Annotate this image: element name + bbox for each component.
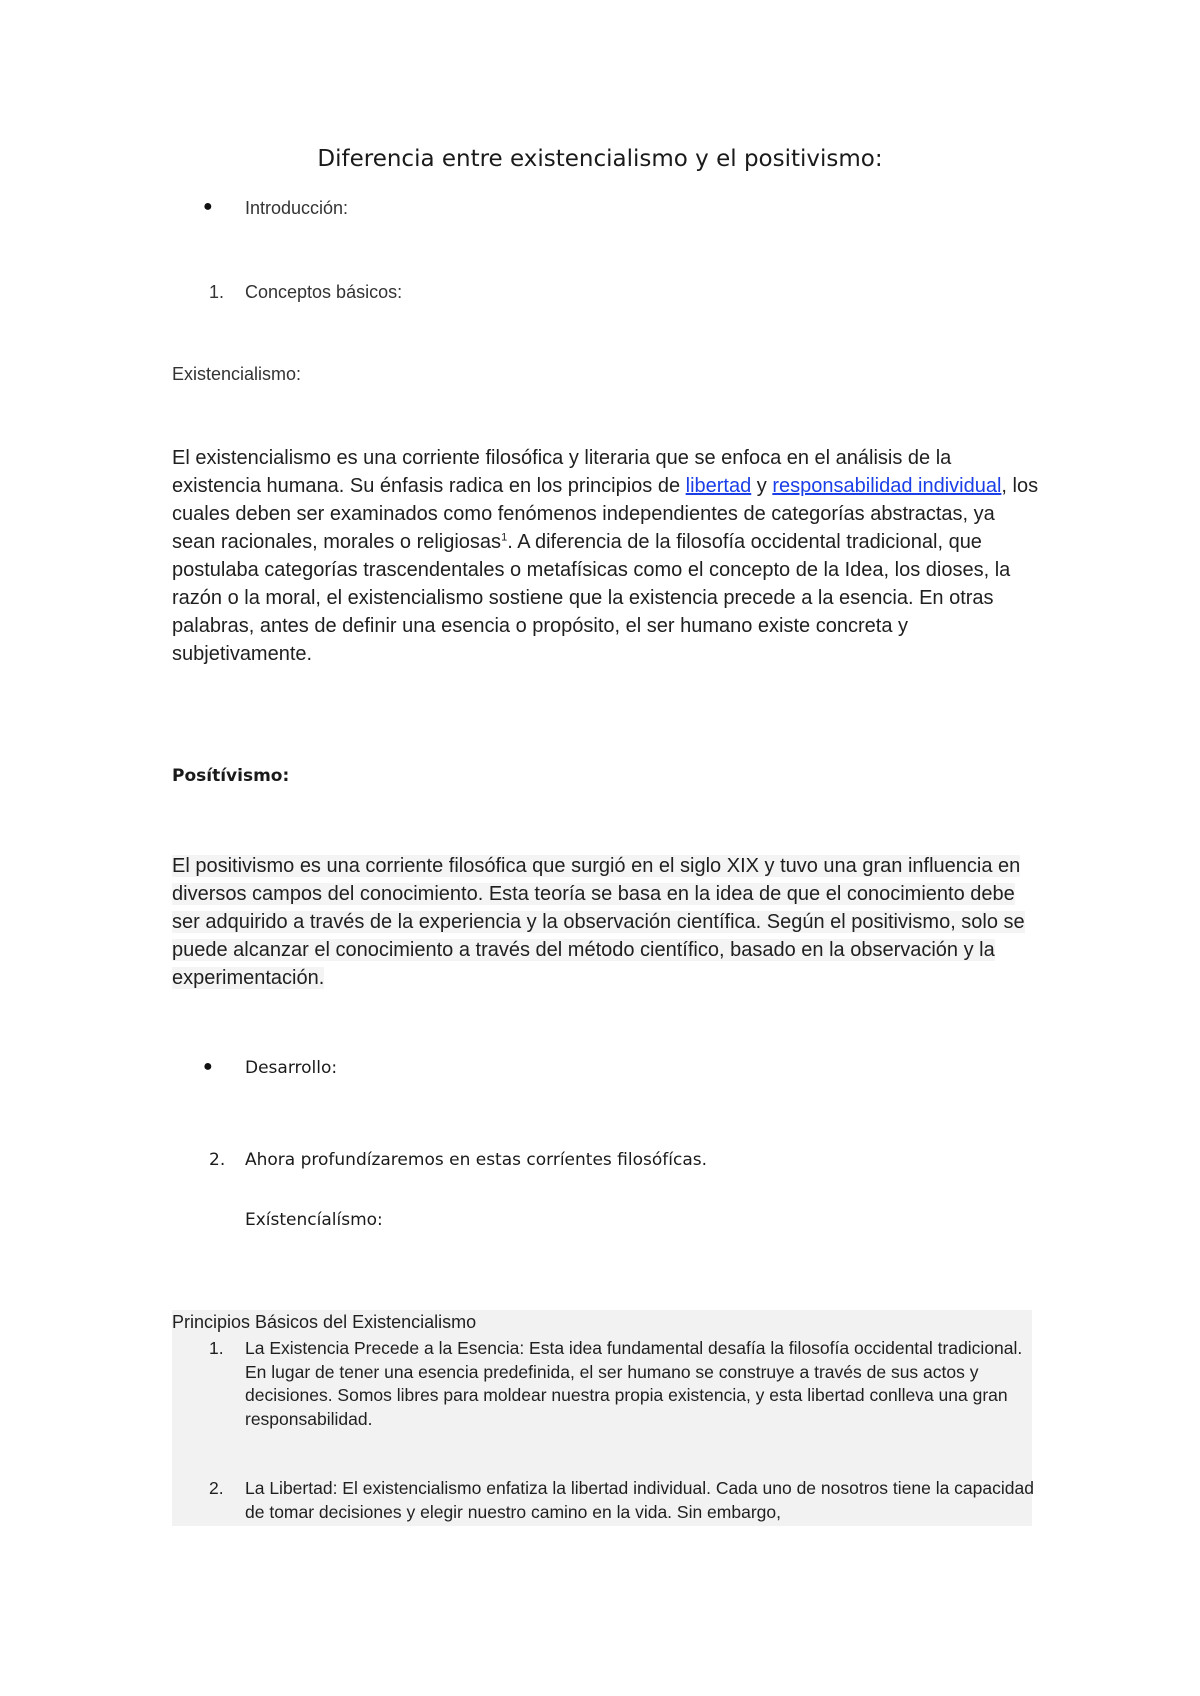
principios-heading: Principios Básicos del Existencialismo bbox=[172, 1312, 477, 1332]
libertad-link[interactable]: libertad bbox=[685, 475, 752, 497]
item2-label: Ahora profundízaremos en estas corríentes filosófícas. bbox=[245, 1150, 707, 1170]
conceptos-label: Conceptos básicos: bbox=[245, 282, 403, 302]
bullet-icon: ● bbox=[203, 198, 213, 215]
paragraph-text: El existencialismo es una corriente filosófica y literaria que se enfoca en el análisis de la existencia humana. Su énfasis radica en los principios de bbox=[172, 447, 952, 497]
list-number: 1. bbox=[209, 1338, 224, 1358]
principio-item bbox=[209, 1337, 1039, 1431]
responsabilidad-individual-link[interactable]: responsabilidad individual bbox=[772, 475, 1002, 497]
positivismo-heading: Posítívismo: bbox=[172, 766, 290, 786]
intro-bullet-label: Introducción: bbox=[245, 198, 349, 218]
paragraph-text: , los cuales deben ser examinados como fenómenos independientes de categorías abstractas, ya sean racionales, morales o religiosas bbox=[172, 475, 1039, 553]
paragraph-text: El positivismo es una corriente filosófica que surgió en el siglo XIX y tuvo una gran influencia en diversos campos del conocimiento. Esta teoría se basa en la idea de que el conocimiento debe ser adquirido a través de la experiencia y la observación científica. Según el positivismo, solo se puede alcanzar el conocimiento a través del método científico, basado en la observación y la experimentación. bbox=[172, 855, 1025, 989]
bullet-icon: ● bbox=[203, 1058, 213, 1075]
principio-text: La Libertad: El existencialismo enfatiza la libertad individual. Cada uno de nosotros tiene la capacidad de tomar decisiones y elegir nuestro camino en la vida. Sin embargo, bbox=[245, 1478, 1034, 1522]
paragraph-text: . A diferencia de la filosofía occidental tradicional, que postulaba categorías trascendentales o metafísicas como el concepto de la Idea, los dioses, la razón o la moral, el existencialismo sostiene que la existencia precede a la esencia. En otras palabras, antes de definir una esencia o propósito, el ser humano existe concreta y subjetivamente. bbox=[172, 531, 1011, 665]
list-number: 2. bbox=[209, 1150, 226, 1170]
positivismo-paragraph bbox=[172, 852, 1042, 992]
existencialismo-paragraph bbox=[172, 444, 1042, 668]
existencialismo-subheading: Exístencíalísmo: bbox=[245, 1210, 383, 1230]
list-number: 2. bbox=[209, 1478, 224, 1498]
footnote-reference[interactable]: 1 bbox=[501, 531, 508, 544]
principio-item bbox=[209, 1477, 1039, 1524]
principio-text: La Existencia Precede a la Esencia: Esta idea fundamental desafía la filosofía occidental tradicional. En lugar de tener una esencia predefinida, el ser humano se construye a través de sus actos y decisiones. Somos libres para moldear nuestra propia existencia, y esta libertad conlleva una gran responsabilidad. bbox=[245, 1338, 1023, 1429]
list-number: 1. bbox=[209, 282, 225, 302]
paragraph-text: y bbox=[751, 475, 773, 497]
existencialismo-heading: Existencialismo: bbox=[172, 364, 302, 384]
document-title: Diferencia entre existencialismo y el positivismo: bbox=[317, 146, 883, 172]
desarrollo-bullet-label: Desarrollo: bbox=[245, 1058, 338, 1078]
